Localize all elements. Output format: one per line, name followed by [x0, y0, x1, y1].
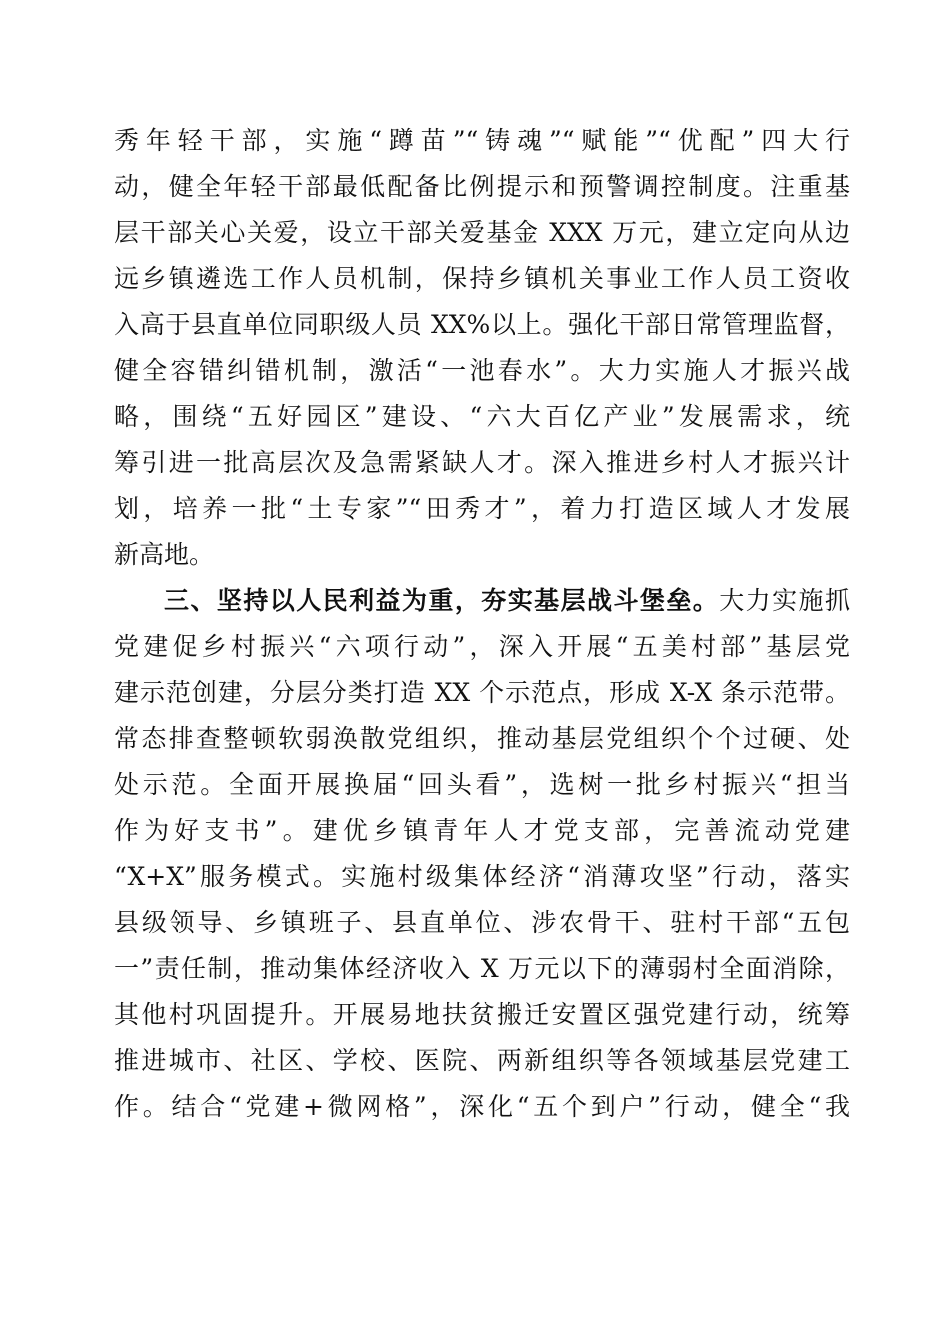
text-line: 筹引进一批高层次及急需紧缺人才。深入推进乡村人才振兴计 — [114, 448, 850, 477]
text-line: 作为好支书”。建优乡镇青年人才党支部，完善流动党建 — [114, 816, 850, 845]
text-line: 其他村巩固提升。开展易地扶贫搬迁安置区强党建行动，统筹 — [114, 1000, 850, 1029]
text-line: 处示范。全面开展换届“回头看”，选树一批乡村振兴“担当 — [114, 770, 850, 799]
text-line: 略，围绕“五好园区”建设、“六大百亿产业”发展需求，统 — [114, 402, 850, 431]
text-line: 党建促乡村振兴“六项行动”，深入开展“五美村部”基层党 — [114, 632, 850, 661]
text-line: 动，健全年轻干部最低配备比例提示和预警调控制度。注重基 — [114, 172, 850, 201]
paragraph-grassroots — [114, 578, 850, 1130]
text-line: 健全容错纠错机制，激活“一池春水”。大力实施人才振兴战 — [114, 356, 850, 385]
text-line: 秀年轻干部，实施“蹲苗”“铸魂”“赋能”“优配”四大行 — [114, 126, 850, 155]
heading-continuation: 大力实施抓 — [719, 586, 850, 615]
section-heading: 三、坚持以人民利益为重，夯实基层战斗堡垒。 — [164, 586, 720, 615]
text-line: 建示范创建，分层分类打造 XX 个示范点，形成 X-X 条示范带。 — [114, 678, 850, 707]
text-line: 划，培养一批“土专家”“田秀才”，着力打造区域人才发展 — [114, 494, 850, 523]
text-line: 新高地。 — [114, 540, 215, 569]
text-line: 层干部关心关爱，设立干部关爱基金 XXX 万元，建立定向从边 — [114, 218, 850, 247]
text-line: 推进城市、社区、学校、医院、两新组织等各领域基层党建工 — [114, 1046, 850, 1075]
paragraph-talent — [114, 118, 850, 578]
text-line: 县级领导、乡镇班子、县直单位、涉农骨干、驻村干部“五包 — [114, 908, 850, 937]
text-line: 常态排查整顿软弱涣散党组织，推动基层党组织个个过硬、处 — [114, 724, 850, 753]
text-line: 入高于县直单位同职级人员 XX%以上。强化干部日常管理监督， — [114, 310, 850, 339]
text-line: 作。结合“党建+微网格”，深化“五个到户”行动，健全“我 — [114, 1092, 850, 1121]
paragraph-first-line — [114, 578, 850, 624]
text-line: 一”责任制，推动集体经济收入 X 万元以下的薄弱村全面消除， — [114, 954, 850, 983]
text-line: “X+X”服务模式。实施村级集体经济“消薄攻坚”行动，落实 — [114, 862, 850, 891]
text-line: 远乡镇遴选工作人员机制，保持乡镇机关事业工作人员工资收 — [114, 264, 850, 293]
